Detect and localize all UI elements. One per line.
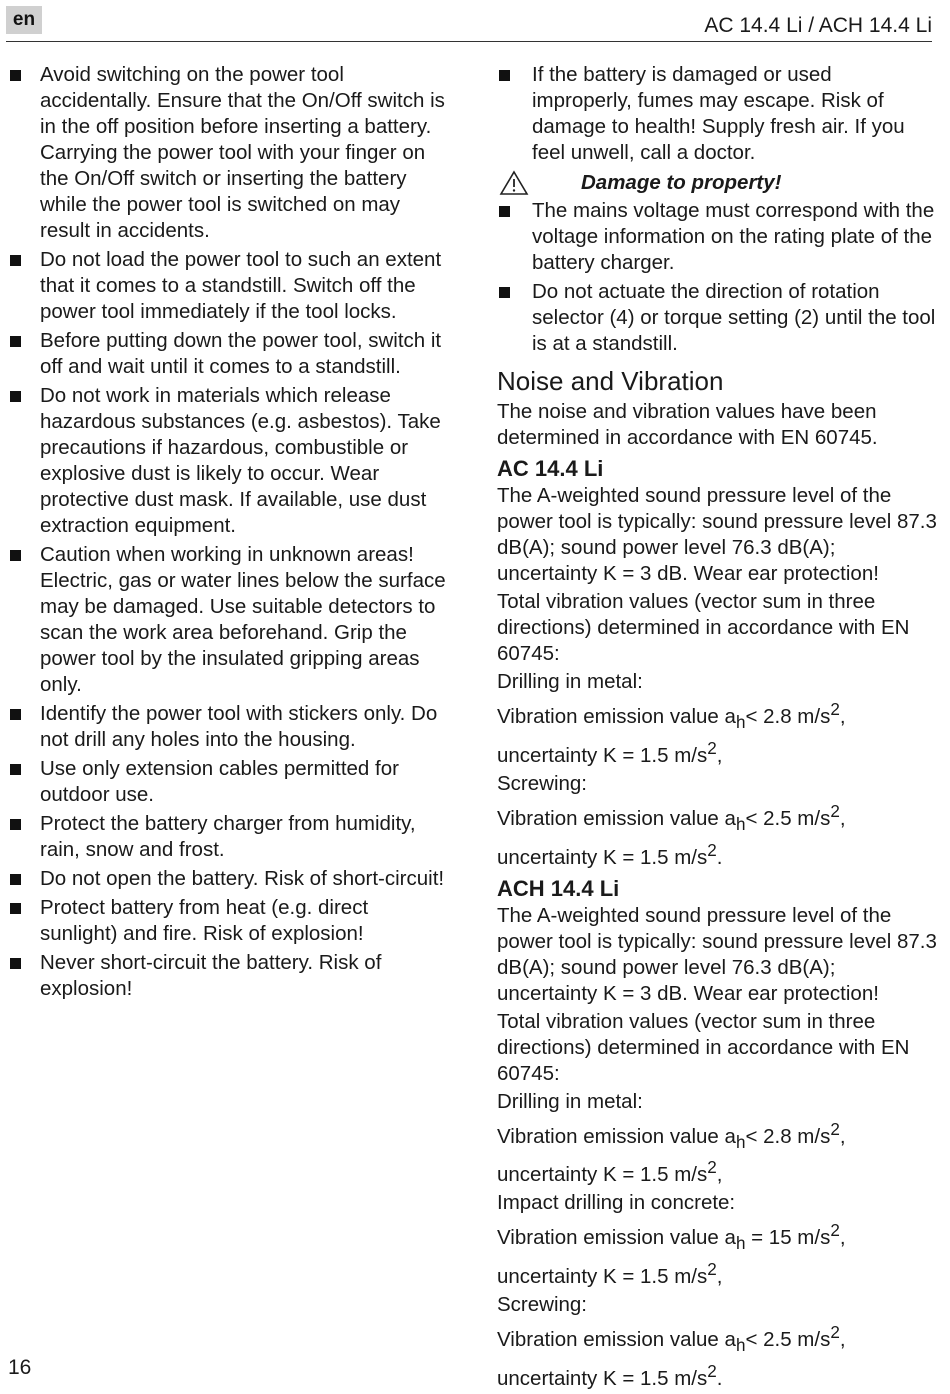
punct: . — [716, 1366, 723, 1390]
header-divider — [6, 41, 932, 42]
vibration-value: = 15 m/s — [745, 1226, 831, 1250]
vibration-prefix: Vibration emission value a — [497, 1124, 736, 1148]
noise-intro: The noise and vibration values have been determined in accordance with EN 60745. — [497, 400, 878, 449]
ac-drill-label: Drilling in metal: — [497, 670, 643, 693]
subscript-h: h — [735, 712, 746, 732]
vibration-prefix: Vibration emission value a — [497, 1226, 736, 1250]
punct: . — [716, 845, 723, 869]
subscript-h: h — [735, 814, 746, 834]
page-number: 16 — [8, 1356, 32, 1379]
superscript-2: 2 — [707, 840, 717, 860]
battery-list — [497, 62, 937, 166]
subscript-h: h — [735, 1234, 746, 1254]
uncertainty: uncertainty K = 1.5 m/s — [497, 743, 708, 767]
punct: , — [716, 743, 723, 767]
uncertainty: uncertainty K = 1.5 m/s — [497, 1366, 708, 1390]
ac-screw-vibration — [497, 799, 937, 871]
subscript-h: h — [735, 1132, 746, 1152]
ach-drill-vibration — [497, 1117, 937, 1189]
punct: , — [839, 1226, 846, 1250]
warning-triangle-icon — [499, 170, 529, 196]
vibration-prefix: Vibration emission value a — [497, 1327, 736, 1351]
ach-impact-label: Impact drilling in concrete: — [497, 1191, 736, 1215]
list-item: The mains voltage must correspond with the voltage information on the rating plate of the battery charger. — [497, 198, 937, 276]
uncertainty: uncertainty K = 1.5 m/s — [497, 1265, 708, 1288]
ach-impact-vibration — [497, 1218, 937, 1290]
right-column — [497, 62, 937, 1394]
ach-screw-label: Screwing: — [497, 1293, 588, 1316]
superscript-2: 2 — [830, 801, 840, 821]
list-item: Identify the power tool with stickers only. Do not drill any holes into the housing. — [8, 701, 448, 753]
safety-list — [8, 62, 448, 1002]
ach-sound-text: The A-weighted sound pressure level of the power tool is typically: sound pressure level 87.3 dB(A); sound power level 76.3 dB(A); uncertainty K = 3 dB. Wear ear protection! — [497, 903, 937, 1005]
list-item: Do not actuate the direction of rotation selector (4) or torque setting (2) until the tool is at a standstill. — [497, 279, 937, 357]
superscript-2: 2 — [830, 1323, 840, 1342]
list-item: Do not work in materials which release hazardous substances (e.g. asbestos). Take precautions if hazardous, combustible or explosive dust is likely to occur. Wear protective dust mask. If available, use dust extraction equipment. — [8, 383, 448, 539]
list-item: Avoid switching on the power tool accidentally. Ensure that the On/Off switch is in the off position before inserting a battery. Carrying the power tool with your finger on the On/Off switch or inserting the battery while the power tool is switched on may result in accidents. — [8, 62, 448, 244]
punct: , — [839, 704, 846, 728]
list-item: Do not load the power tool to such an extent that it comes to a standstill. Switch off the power tool immediately if the tool locks. — [8, 247, 448, 325]
superscript-2: 2 — [830, 700, 840, 719]
ac-screw-label: Screwing: — [497, 771, 588, 795]
superscript-2: 2 — [707, 1361, 717, 1381]
vibration-value: < 2.8 m/s — [745, 1124, 831, 1148]
ac-sound-text: The A-weighted sound pressure level of the power tool is typically: sound pressure level 87.3 dB(A); sound power level 76.3 dB(A); uncertainty K = 3 dB. Wear ear protection! — [497, 484, 937, 585]
superscript-2: 2 — [830, 1221, 840, 1241]
ac-heading: AC 14.4 Li — [497, 456, 604, 481]
vibration-value: < 2.5 m/s — [745, 806, 831, 830]
superscript-2: 2 — [830, 1119, 840, 1139]
list-item: If the battery is damaged or used improperly, fumes may escape. Risk of damage to health! Supply fresh air. If you feel unwell, call a doctor. — [497, 62, 937, 166]
vibration-value: < 2.8 m/s — [745, 704, 831, 728]
language-tag: en — [6, 6, 42, 34]
list-item: Do not open the battery. Risk of short-circuit! — [8, 866, 448, 892]
list-item: Protect the battery charger from humidity, rain, snow and frost. — [8, 811, 448, 863]
vibration-value: < 2.5 m/s — [745, 1327, 831, 1351]
punct: , — [716, 1163, 723, 1187]
vibration-prefix: Vibration emission value a — [497, 806, 736, 830]
superscript-2: 2 — [707, 1260, 717, 1280]
noise-vibration-heading: Noise and Vibration — [497, 366, 724, 396]
punct: , — [839, 806, 846, 830]
list-item: Protect battery from heat (e.g. direct sunlight) and fire. Risk of explosion! — [8, 895, 448, 947]
damage-warning-heading — [497, 170, 937, 196]
damage-title: Damage to property! — [581, 171, 782, 194]
ac-drill-vibration — [497, 697, 937, 769]
list-item: Caution when working in unknown areas! Electric, gas or water lines below the surface may be damaged. Use suitable detectors to scan the work area beforehand. Grip the power tool by the insulated gripping areas only. — [8, 542, 448, 698]
punct: , — [839, 1124, 846, 1148]
list-item: Never short-circuit the battery. Risk of explosion! — [8, 950, 448, 1002]
uncertainty: uncertainty K = 1.5 m/s — [497, 1163, 708, 1187]
ach-total-text: Total vibration values (vector sum in three directions) determined in accordance with EN 60745: — [497, 1009, 910, 1085]
list-item: Use only extension cables permitted for outdoor use. — [8, 756, 448, 808]
left-column — [8, 62, 448, 1005]
ac-total-text: Total vibration values (vector sum in three directions) determined in accordance with EN 60745: — [497, 590, 910, 665]
subscript-h: h — [735, 1335, 746, 1355]
vibration-prefix: Vibration emission value a — [497, 704, 736, 728]
superscript-2: 2 — [707, 738, 717, 758]
uncertainty: uncertainty K = 1.5 m/s — [497, 845, 708, 869]
superscript-2: 2 — [707, 1158, 717, 1178]
model-title: AC 14.4 Li / ACH 14.4 Li — [704, 14, 932, 37]
list-item: Before putting down the power tool, switch it off and wait until it comes to a standstill. — [8, 328, 448, 380]
damage-list — [497, 198, 937, 357]
ach-heading: ACH 14.4 Li — [497, 875, 620, 901]
punct: , — [716, 1265, 723, 1288]
punct: , — [839, 1327, 846, 1351]
ach-drill-label: Drilling in metal: — [497, 1089, 643, 1113]
ach-screw-vibration — [497, 1320, 937, 1392]
